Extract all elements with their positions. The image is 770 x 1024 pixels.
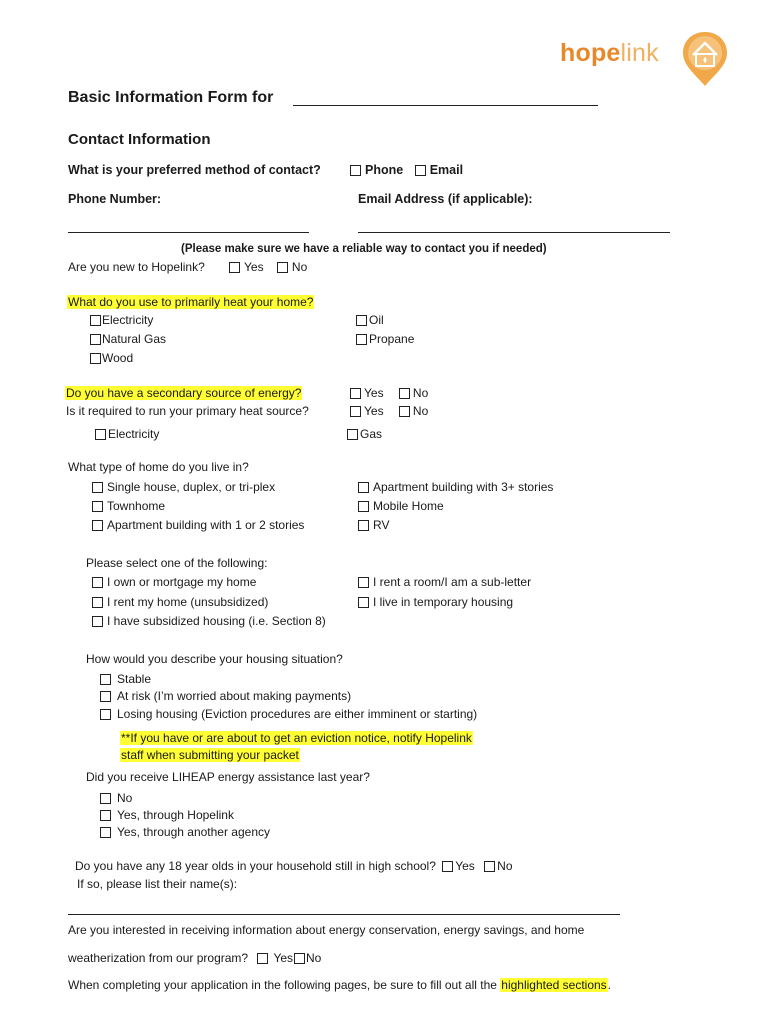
secondary-no-label: No — [412, 386, 429, 400]
footer-text-after: . — [607, 978, 612, 992]
phone-number-label: Phone Number: — [68, 192, 162, 206]
students-no-label: No — [497, 859, 513, 873]
heat-electricity-label: Electricity — [102, 313, 154, 327]
home-type-single — [92, 479, 275, 495]
footer-text-before: When completing your application in the following pages, be sure to fill out all the — [68, 978, 497, 992]
home-mobile-checkbox[interactable] — [358, 501, 369, 512]
home-type-townhome — [92, 498, 165, 514]
home-townhome-checkbox[interactable] — [92, 501, 103, 512]
secondary-no-checkbox[interactable] — [399, 388, 410, 399]
required-yes-label: Yes — [364, 404, 384, 418]
students-names-line[interactable] — [68, 914, 620, 915]
footer-highlight: highlighted sections — [501, 978, 607, 992]
students-yes-checkbox[interactable] — [442, 861, 453, 872]
weatherization-yes-checkbox[interactable] — [257, 953, 268, 964]
situation-at-risk-label: At risk (I’m worried about making payments) — [117, 689, 352, 703]
eviction-note-line2 — [120, 747, 300, 763]
home-type-apt-small — [92, 517, 304, 533]
source-electricity — [95, 426, 159, 442]
secondary-yes-label: Yes — [364, 386, 384, 400]
contact-method-question: What is your preferred method of contact? — [68, 163, 321, 177]
home-type-apt-large — [358, 479, 553, 495]
email-option-label: Email — [429, 163, 464, 177]
liheap-no-checkbox[interactable] — [100, 793, 111, 804]
source-gas-label: Gas — [360, 427, 383, 441]
required-no-checkbox[interactable] — [399, 406, 410, 417]
students-yes-label: Yes — [455, 859, 475, 873]
hopelink-logo — [560, 38, 659, 68]
weatherization-line2: weatherization from our program? — [68, 951, 249, 965]
reliable-contact-note: (Please make sure we have a reliable way to contact you if needed) — [181, 243, 547, 255]
heat-option-wood — [90, 350, 133, 366]
email-address-line[interactable] — [358, 232, 670, 233]
phone-number-line[interactable] — [68, 232, 309, 233]
new-to-hopelink-options — [229, 259, 307, 275]
home-apt-small-label: Apartment building with 1 or 2 stories — [107, 518, 305, 532]
home-type-question: What type of home do you live in? — [68, 460, 249, 474]
heat-option-oil — [356, 312, 384, 328]
heat-wood-label: Wood — [102, 351, 134, 365]
situation-stable-label: Stable — [117, 672, 152, 686]
logo-text-hope: hope — [560, 39, 621, 67]
ownership-rent-label: I rent my home (unsubsidized) — [107, 595, 269, 609]
home-rv-checkbox[interactable] — [358, 520, 369, 531]
home-type-rv — [358, 517, 389, 533]
heat-oil-checkbox[interactable] — [356, 315, 367, 326]
students-question-row — [75, 858, 513, 874]
situation-at-risk-checkbox[interactable] — [100, 691, 111, 702]
weatherization-no-checkbox[interactable] — [294, 953, 305, 964]
situation-at-risk — [100, 688, 351, 704]
liheap-no-label: No — [117, 791, 133, 805]
required-options — [350, 403, 428, 419]
required-question: Is it required to run your primary heat source? — [66, 404, 309, 418]
logo-text-link: link — [620, 39, 659, 67]
ownership-subsidized-label: I have subsidized housing (i.e. Section 8) — [107, 614, 326, 628]
liheap-hopelink-checkbox[interactable] — [100, 810, 111, 821]
weatherization-yes-label: Yes — [273, 951, 294, 965]
contact-method-options — [350, 162, 463, 178]
heat-option-propane — [356, 331, 414, 347]
weatherization-line1: Are you interested in receiving information about energy conservation, energy savings, and home — [68, 923, 585, 937]
heat-propane-label: Propane — [369, 332, 415, 346]
heat-propane-checkbox[interactable] — [356, 334, 367, 345]
home-single-checkbox[interactable] — [92, 482, 103, 493]
title-name-line[interactable] — [293, 105, 598, 106]
secondary-question-highlight: Do you have a secondary source of energy? — [66, 386, 302, 400]
house-pin-icon — [681, 30, 729, 88]
heat-electricity-checkbox[interactable] — [90, 315, 101, 326]
footer-note — [68, 977, 611, 993]
secondary-question — [65, 385, 302, 401]
situation-losing — [100, 706, 477, 722]
home-mobile-label: Mobile Home — [373, 499, 444, 513]
email-address-label: Email Address (if applicable): — [358, 192, 533, 206]
liheap-other-label: Yes, through another agency — [117, 825, 271, 839]
situation-losing-checkbox[interactable] — [100, 709, 111, 720]
ownership-subsidized — [92, 613, 326, 629]
heat-option-electricity — [90, 312, 153, 328]
contact-heading: Contact Information — [68, 131, 211, 148]
heat-option-natural-gas — [90, 331, 166, 347]
students-list-prompt: If so, please list their name(s): — [77, 877, 238, 891]
required-no-label: No — [412, 404, 429, 418]
ownership-rent-checkbox[interactable] — [92, 597, 103, 608]
situation-stable — [100, 671, 151, 687]
heat-natural-gas-checkbox[interactable] — [90, 334, 101, 345]
ownership-own-checkbox[interactable] — [92, 577, 103, 588]
home-apt-large-checkbox[interactable] — [358, 482, 369, 493]
source-electricity-label: Electricity — [108, 427, 160, 441]
liheap-question: Did you receive LIHEAP energy assistance last year? — [86, 770, 370, 784]
ownership-room-label: I rent a room/I am a sub-letter — [373, 575, 532, 589]
home-apt-large-label: Apartment building with 3+ stories — [373, 480, 554, 494]
email-checkbox[interactable] — [415, 165, 426, 176]
home-townhome-label: Townhome — [107, 499, 166, 513]
liheap-no — [100, 790, 132, 806]
ownership-subsidized-checkbox[interactable] — [92, 616, 103, 627]
situation-question: How would you describe your housing situation? — [86, 652, 343, 666]
home-type-mobile — [358, 498, 444, 514]
weatherization-line2-row — [68, 950, 321, 966]
new-yes-label: Yes — [244, 260, 264, 274]
liheap-other-checkbox[interactable] — [100, 827, 111, 838]
situation-stable-checkbox[interactable] — [100, 674, 111, 685]
students-no-checkbox[interactable] — [484, 861, 495, 872]
new-to-hopelink-question: Are you new to Hopelink? — [68, 260, 205, 274]
ownership-temporary-checkbox[interactable] — [358, 597, 369, 608]
source-electricity-checkbox[interactable] — [95, 429, 106, 440]
ownership-own — [92, 574, 256, 590]
heat-question — [67, 294, 314, 310]
liheap-hopelink-label: Yes, through Hopelink — [117, 808, 234, 822]
required-yes-checkbox[interactable] — [350, 406, 361, 417]
form-title: Basic Information Form for — [68, 89, 274, 106]
source-gas — [347, 426, 382, 442]
phone-checkbox[interactable] — [350, 165, 361, 176]
ownership-room-checkbox[interactable] — [358, 577, 369, 588]
ownership-rent — [92, 594, 268, 610]
liheap-hopelink — [100, 807, 234, 823]
heat-question-highlight: What do you use to primarily heat your home? — [68, 295, 314, 309]
ownership-temporary — [358, 594, 513, 610]
heat-natural-gas-label: Natural Gas — [102, 332, 167, 346]
liheap-other — [100, 824, 270, 840]
secondary-yes-checkbox[interactable] — [350, 388, 361, 399]
phone-option-label: Phone — [365, 163, 404, 177]
secondary-options — [350, 385, 428, 401]
ownership-temporary-label: I live in temporary housing — [373, 595, 514, 609]
heat-oil-label: Oil — [369, 313, 384, 327]
source-gas-checkbox[interactable] — [347, 429, 358, 440]
weatherization-no-label: No — [306, 951, 322, 965]
eviction-note-line1-highlight: **If you have or are about to get an eviction notice, notify Hopelink — [121, 731, 472, 745]
heat-wood-checkbox[interactable] — [90, 353, 101, 364]
students-question: Do you have any 18 year olds in your household still in high school? — [75, 859, 436, 873]
ownership-question: Please select one of the following: — [86, 556, 268, 570]
new-no-label: No — [291, 260, 308, 274]
ownership-own-label: I own or mortgage my home — [107, 575, 257, 589]
eviction-note-line1 — [120, 730, 473, 746]
eviction-note-line2-highlight: staff when submitting your packet — [121, 748, 299, 762]
new-yes-checkbox[interactable] — [229, 262, 240, 273]
home-apt-small-checkbox[interactable] — [92, 520, 103, 531]
home-single-label: Single house, duplex, or tri-plex — [107, 480, 276, 494]
new-no-checkbox[interactable] — [277, 262, 288, 273]
home-rv-label: RV — [373, 518, 390, 532]
ownership-room — [358, 574, 531, 590]
situation-losing-label: Losing housing (Eviction procedures are either imminent or starting) — [117, 707, 478, 721]
